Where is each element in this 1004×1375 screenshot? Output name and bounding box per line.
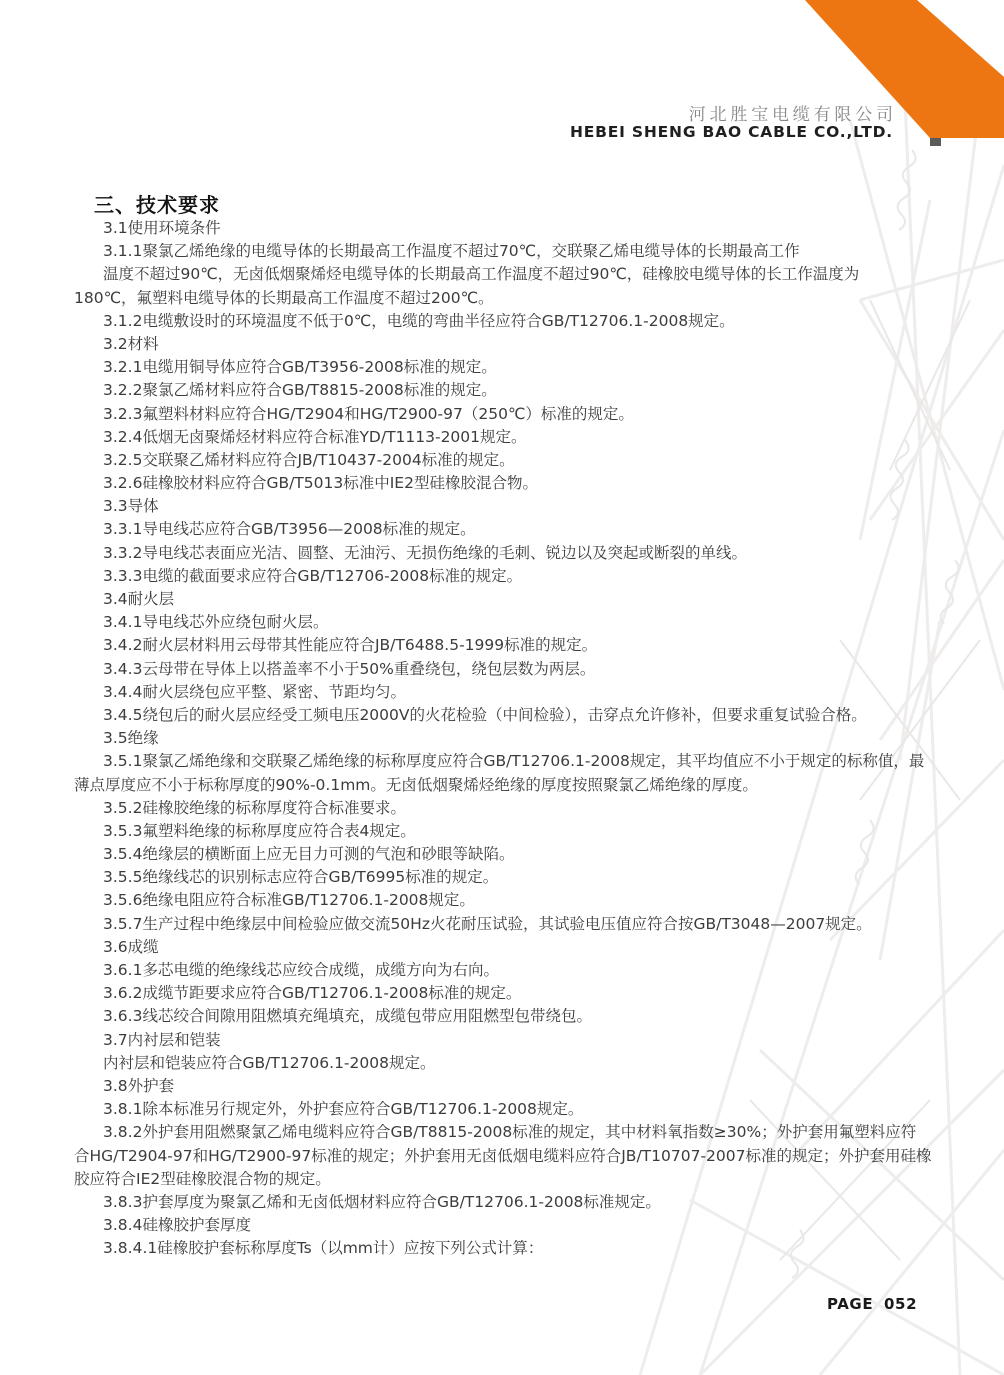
body-line: 3.8外护套: [103, 1076, 175, 1095]
body-line: 3.8.2外护套用阻燃聚氯乙烯电缆料应符合GB/T8815-2008标准的规定，其中材料氧指数≥30%；外护套用氟塑料应符: [103, 1123, 917, 1142]
body-line: 3.4.3云母带在导体上以搭盖率不小于50%重叠绕包，绕包层数为两层。: [103, 659, 596, 678]
body-line: 3.2.4低烟无卤聚烯烃材料应符合标准YD/T1113-2001规定。: [103, 427, 527, 446]
body-line: 3.1.1聚氯乙烯绝缘的电缆导体的长期最高工作温度不超过70℃，交联聚乙烯电缆导体的长期最高工作: [103, 242, 800, 261]
body-line: 3.5.2硅橡胶绝缘的标称厚度符合标准要求。: [103, 798, 406, 817]
body-line: 3.8.3护套厚度为聚氯乙烯和无卤低烟材料应符合GB/T12706.1-2008标准规定。: [103, 1192, 661, 1211]
page-number: PAGE 052: [827, 1295, 918, 1313]
body-line: 3.4耐火层: [103, 590, 175, 608]
body-line: 3.8.1除本标准另行规定外，外护套应符合GB/T12706.1-2008规定。: [103, 1100, 584, 1119]
body-line: 3.5.1聚氯乙烯绝缘和交联聚乙烯绝缘的标称厚度应符合GB/T12706.1-2008规定，其平均值应不小于规定的标称值，最: [103, 752, 925, 771]
body-line: 温度不超过90℃，无卤低烟聚烯烃电缆导体的长期最高工作温度不超过90℃，硅橡胶电缆导体的长工作温度为: [103, 265, 860, 284]
body-line: 3.4.5绕包后的耐火层应经受工频电压2000V的火花检验（中间检验），击穿点允许修补，但要求重复试验合格。: [103, 705, 867, 724]
body-line: 3.6.1多芯电缆的绝缘线芯应绞合成缆，成缆方向为右向。: [103, 961, 499, 979]
body-line: 3.5.3氟塑料绝缘的标称厚度应符合表4规定。: [103, 821, 416, 840]
body-line: 3.4.4耐火层绕包应平整、紧密、节距均匀。: [103, 682, 406, 701]
body-line: 3.4.1导电线芯外应绕包耐火层。: [103, 613, 329, 632]
body-line: 3.8.4硅橡胶护套厚度: [103, 1216, 251, 1235]
body-line: 胶应符合IE2型硅橡胶混合物的规定。: [74, 1169, 331, 1188]
body-line: 合HG/T2904-97和HG/T2900-97标准的规定；外护套用无卤低烟电缆料应符合JB/T10707-2007标准的规定；外护套用硅橡: [74, 1146, 932, 1165]
body-line: 3.3.1导电线芯应符合GB/T3956—2008标准的规定。: [103, 520, 476, 539]
body-line: 内衬层和铠装应符合GB/T12706.1-2008规定。: [103, 1053, 436, 1072]
company-name-en: HEBEI SHENG BAO CABLE CO.,LTD.: [570, 123, 893, 141]
body-line: 3.1.2电缆敷设时的环境温度不低于0℃，电缆的弯曲半径应符合GB/T12706.1-2008规定。: [103, 311, 735, 330]
body-line: 3.2.1电缆用铜导体应符合GB/T3956-2008标准的规定。: [103, 358, 497, 377]
body-line: 3.2.6硅橡胶材料应符合GB/T5013标准中IE2型硅橡胶混合物。: [103, 474, 538, 493]
body-line: 3.2.3氟塑料材料应符合HG/T2904和HG/T2900-97（250℃）标准的规定。: [103, 404, 634, 423]
body-line: 3.6.2成缆节距要求应符合GB/T12706.1-2008标准的规定。: [103, 984, 522, 1003]
body-line: 薄点厚度应不小于标称厚度的90%-0.1mm。无卤低烟聚烯烃绝缘的厚度按照聚氯乙烯绝缘的厚度。: [74, 775, 758, 794]
body-line: 180℃，氟塑料电缆导体的长期最高工作温度不超过200℃。: [74, 288, 494, 307]
body-line: 3.6.3线芯绞合间隙用阻燃填充绳填充，成缆包带应用阻燃型包带绕包。: [103, 1007, 592, 1026]
body-line: 3.1使用环境条件: [103, 219, 221, 237]
body-line: 3.2材料: [103, 334, 159, 353]
body-line: 3.5.5绝缘线芯的识别标志应符合GB/T6995标准的规定。: [103, 868, 499, 887]
company-name-cn: 河北胜宝电缆有限公司: [688, 105, 897, 125]
section-title: 三、技术要求: [94, 193, 220, 217]
body-line: 3.5绝缘: [103, 729, 159, 748]
document-body: [74, 217, 952, 1260]
body-line: 3.7内衬层和铠装: [103, 1030, 221, 1049]
body-line: 3.3导体: [103, 497, 159, 516]
body-line: 3.5.7生产过程中绝缘层中间检验应做交流50Hz火花耐压试验，其试验电压值应符合按GB/T3048—2007规定。: [103, 914, 872, 933]
corner-notch-square: [930, 138, 941, 146]
body-line: 3.3.3电缆的截面要求应符合GB/T12706-2008标准的规定。: [103, 566, 523, 585]
body-line: 3.5.6绝缘电阻应符合标准GB/T12706.1-2008规定。: [103, 891, 475, 910]
body-line: 3.5.4绝缘层的横断面上应无目力可测的气泡和砂眼等缺陷。: [103, 845, 515, 864]
body-line: 3.2.5交联聚乙烯材料应符合JB/T10437-2004标准的规定。: [103, 450, 515, 469]
body-line: 3.2.2聚氯乙烯材料应符合GB/T8815-2008标准的规定。: [103, 381, 497, 400]
body-line: 3.8.4.1硅橡胶护套标称厚度Ts（以mm计）应按下列公式计算：: [103, 1239, 544, 1258]
body-line: 3.3.2导电线芯表面应光洁、圆整、无油污、无损伤绝缘的毛刺、锐边以及突起或断裂的单线。: [103, 543, 747, 562]
body-line: 3.4.2耐火层材料用云母带其性能应符合JB/T6488.5-1999标准的规定。: [103, 636, 598, 655]
body-line: 3.6成缆: [103, 937, 159, 956]
